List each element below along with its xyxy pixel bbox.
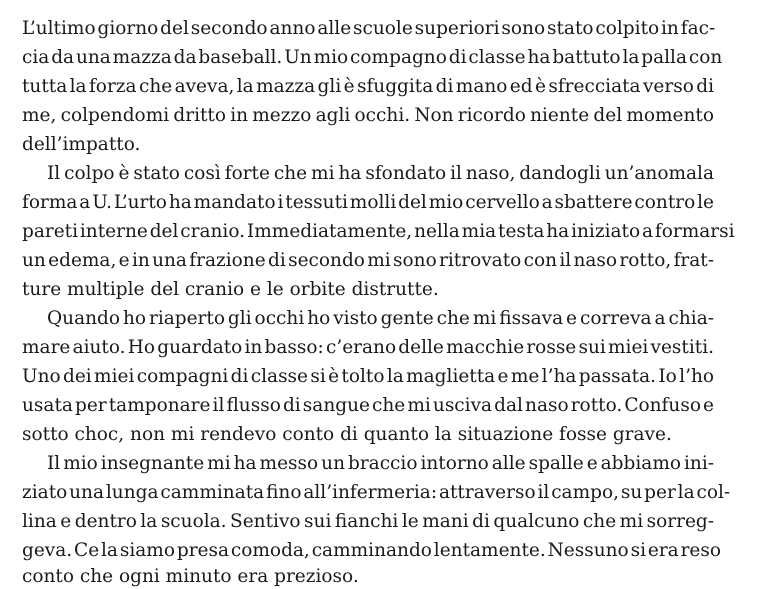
paragraph-1-line-5: dell’impatto. bbox=[22, 134, 141, 155]
paragraph-4-line-4: geva. Ce la siamo presa comoda, camminando lentamente. Nessuno si era reso bbox=[22, 540, 721, 561]
paragraph-3-line-2: mare aiuto. Ho guardato in basso: c’erano delle macchie rosse sui miei vestiti. bbox=[22, 337, 714, 358]
paragraph-2-line-5: ture multiple del cranio e le orbite distrutte. bbox=[22, 279, 439, 300]
paragraph-3-line-4: usata per tamponare il flusso di sangue che mi usciva dal naso rotto. Confuso e bbox=[22, 395, 714, 416]
paragraph-1-line-4: me, colpendomi dritto in mezzo agli occhi. Non ricordo niente del momento bbox=[22, 105, 714, 126]
paragraph-4-line-2: ziato una lunga camminata fino all’infermeria: attraverso il campo, su per la col- bbox=[22, 482, 731, 503]
paragraph-3-line-5: sotto choc, non mi rendevo conto di quanto la situazione fosse grave. bbox=[22, 424, 672, 445]
paragraph-1-line-1: L’ultimo giorno del secondo anno alle scuole superiori sono stato colpito in fac- bbox=[22, 18, 716, 39]
paragraph-4-line-5: conto che ogni minuto era prezioso. bbox=[22, 566, 359, 587]
paragraph-3-line-1: Quando ho riaperto gli occhi ho visto gente che mi fissava e correva a chia- bbox=[47, 308, 714, 329]
paragraph-2-line-4: un edema, e in una frazione di secondo mi sono ritrovato con il naso rotto, frat- bbox=[22, 250, 714, 271]
paragraph-1-line-2: cia da una mazza da baseball. Un mio compagno di classe ha battuto la palla con bbox=[22, 47, 723, 68]
paragraph-1-line-3: tutta la forza che aveva, la mazza gli è sfuggita di mano ed è sfrecciata verso di bbox=[22, 76, 714, 97]
paragraph-4-line-3: lina e dentro la scuola. Sentivo sui fianchi le mani di qualcuno che mi sorreg- bbox=[22, 511, 714, 532]
paragraph-2-line-3: pareti interne del cranio. Immediatamente, nella mia testa ha iniziato a formarsi bbox=[22, 221, 735, 242]
paragraph-3-line-3: Uno dei miei compagni di classe si è tolto la maglietta e me l’ha passata. Io l’ho bbox=[22, 366, 714, 387]
paragraph-4-line-1: Il mio insegnante mi ha messo un braccio intorno alle spalle e abbiamo ini- bbox=[47, 453, 714, 474]
paragraph-2-line-2: forma a U. L’urto ha mandato i tessuti molli del mio cervello a sbattere contro le bbox=[22, 192, 714, 213]
paragraph-2-line-1: Il colpo è stato così forte che mi ha sfondato il naso, dandogli un’anomala bbox=[47, 163, 714, 184]
